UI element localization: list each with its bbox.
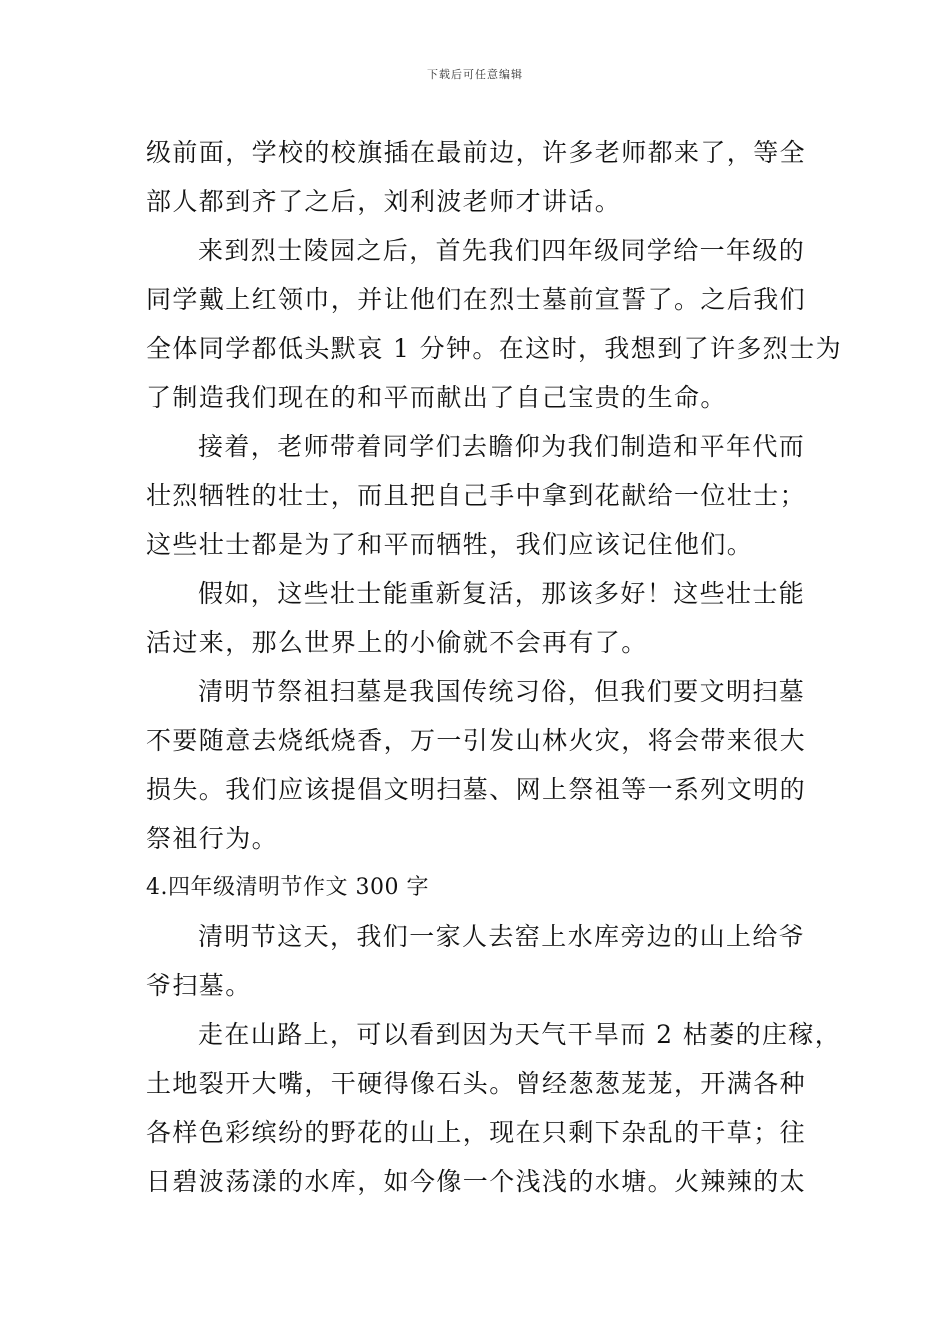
text-line: 接着，老师带着同学们去瞻仰为我们制造和平年代而 xyxy=(198,432,806,461)
text-line: 损失。我们应该提倡文明扫墓、网上祭祖等一系列文明的 xyxy=(146,775,807,804)
text-line: 活过来，那么世界上的小偷就不会再有了。 xyxy=(146,628,648,657)
text-line: 全体同学都低头默哀 1 分钟。在这时，我想到了许多烈士为 xyxy=(146,334,843,363)
text-line: 土地裂开大嘴，干硬得像石头。曾经葱葱茏茏，开满各种 xyxy=(146,1069,807,1098)
text-line: 级前面，学校的校旗插在最前边，许多老师都来了，等全 xyxy=(146,138,807,167)
text-line: 这些壮士都是为了和平而牺牲，我们应该记住他们。 xyxy=(146,530,754,559)
body-text xyxy=(146,128,843,1206)
text-line: 清明节这天，我们一家人去窑上水库旁边的山上给爷 xyxy=(198,922,806,951)
text-line: 清明节祭祖扫墓是我国传统习俗，但我们要文明扫墓 xyxy=(198,677,806,706)
section-heading: 4.四年级清明节作文 300 字 xyxy=(146,875,429,900)
text-line: 爷扫墓。 xyxy=(146,971,252,1000)
text-line: 走在山路上，可以看到因为天气干旱而 2 枯萎的庄稼， xyxy=(198,1020,842,1049)
text-line: 假如，这些壮士能重新复活，那该多好！这些壮士能 xyxy=(198,579,806,608)
text-line: 部人都到齐了之后，刘利波老师才讲话。 xyxy=(146,187,622,216)
page-header: 下载后可任意编辑 xyxy=(427,68,523,81)
text-line: 各样色彩缤纷的野花的山上，现在只剩下杂乱的干草；往 xyxy=(146,1118,807,1147)
text-line: 不要随意去烧纸烧香，万一引发山林火灾，将会带来很大 xyxy=(146,726,807,755)
text-line: 祭祖行为。 xyxy=(146,824,279,853)
text-line: 了制造我们现在的和平而献出了自己宝贵的生命。 xyxy=(146,383,727,412)
text-line: 日碧波荡漾的水库，如今像一个浅浅的水塘。火辣辣的太 xyxy=(146,1167,807,1196)
text-line: 同学戴上红领巾，并让他们在烈士墓前宣誓了。之后我们 xyxy=(146,285,807,314)
text-line: 壮烈牺牲的壮士，而且把自己手中拿到花献给一位壮士； xyxy=(146,481,807,510)
text-line: 来到烈士陵园之后，首先我们四年级同学给一年级的 xyxy=(198,236,806,265)
